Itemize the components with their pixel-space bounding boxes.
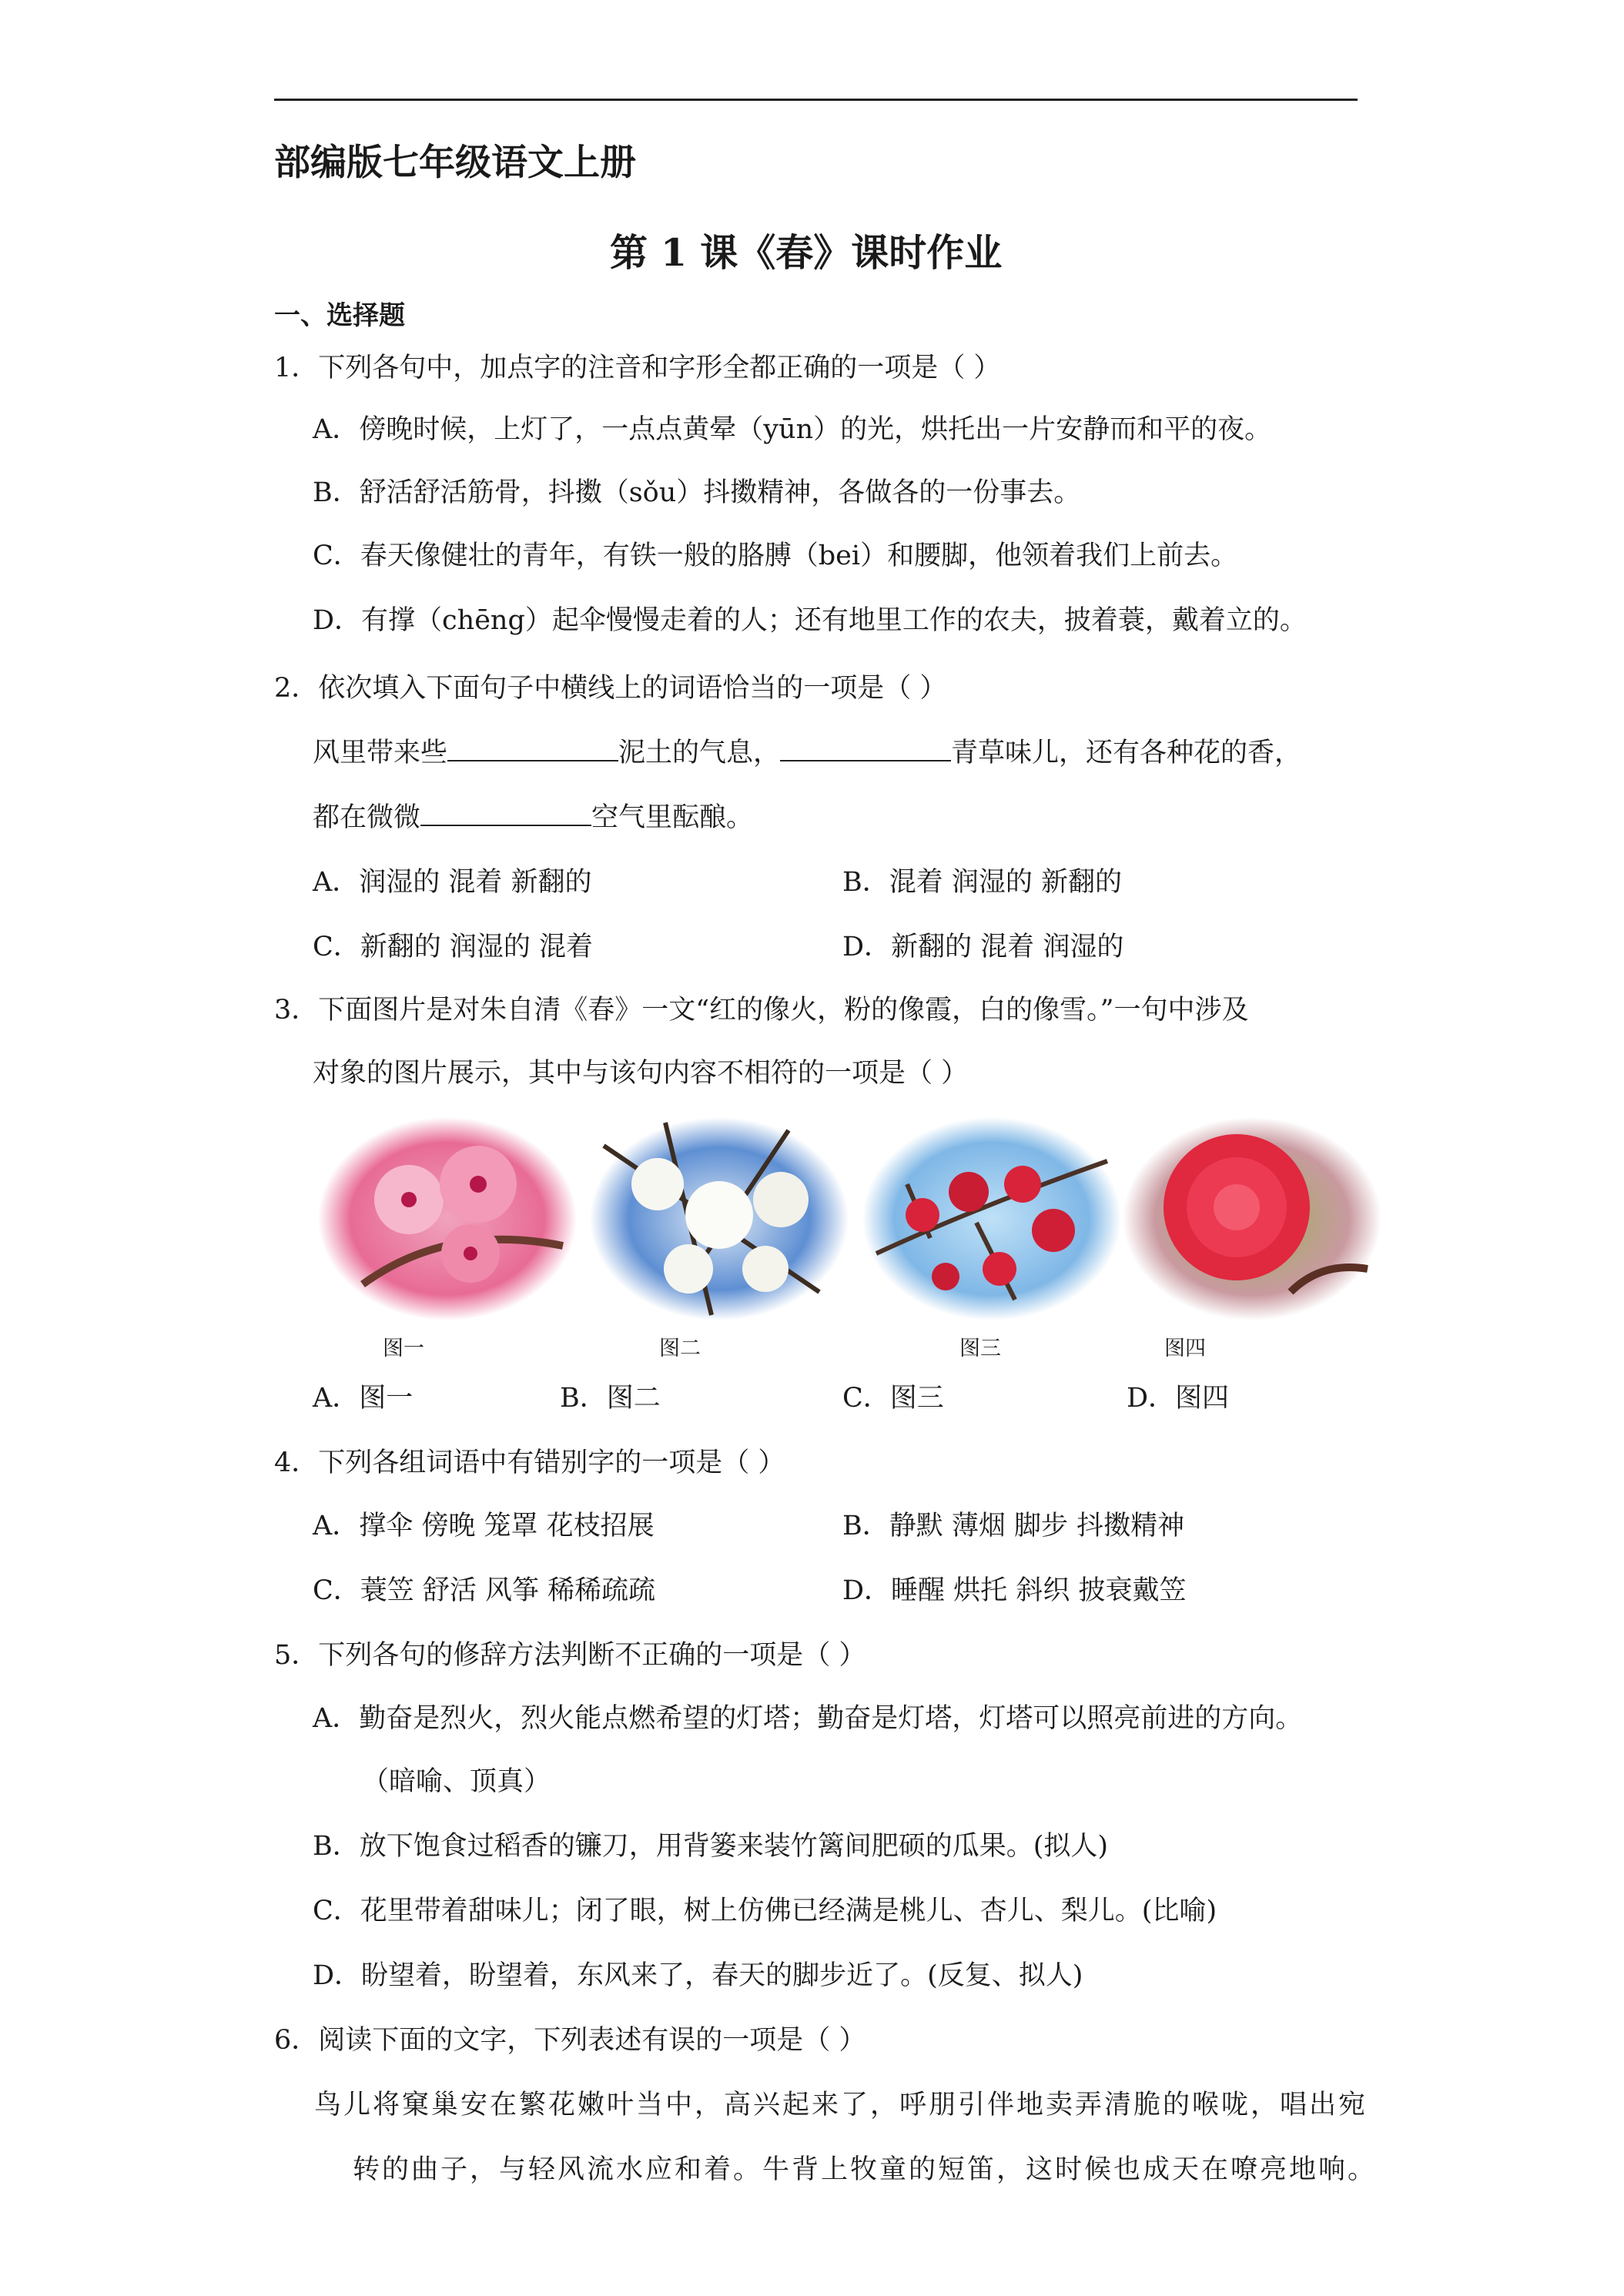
- question-4-stem: 4．下列各组词语中有错别字的一项是（ ）: [274, 1448, 785, 1478]
- figure-caption-2: 图二: [659, 1337, 701, 1361]
- fill-text: 空气里酝酿。: [591, 802, 754, 833]
- fill-text: 青草味儿，还有各种花的香，: [951, 738, 1302, 768]
- question-2-fill-line-1: [313, 736, 1301, 770]
- question-3-option-a: A．图一: [313, 1383, 414, 1414]
- white-pear-blossom-image: [588, 1115, 850, 1323]
- question-5-option-d: D．盼望着，盼望着，东风来了，春天的脚步近了。(反复、拟人): [313, 1960, 1083, 1991]
- question-5-stem: 5．下列各句的修辞方法判断不正确的一项是（ ）: [274, 1640, 866, 1671]
- lesson-title: 第 1 课《春》课时作业: [610, 230, 1003, 275]
- question-3-option-b: B．图二: [560, 1383, 661, 1414]
- book-title: 部编版七年级语文上册: [274, 142, 636, 184]
- fill-blank[interactable]: [780, 737, 951, 761]
- question-1-stem: 1．下列各句中，加点字的注音和字形全都正确的一项是（ ）: [274, 353, 1001, 383]
- question-2-fill-line-2: [313, 801, 753, 835]
- question-3-stem-line-2: 对象的图片展示，其中与该句内容不相符的一项是（ ）: [313, 1058, 969, 1089]
- question-4-option-c: C．蓑笠 舒活 风筝 稀稀疏疏: [313, 1575, 656, 1606]
- question-1-option-c: C．春天像健壮的青年，有铁一般的胳膊（bei）和腰脚，他领着我们上前去。: [313, 541, 1238, 571]
- fill-text: 都在微微: [313, 802, 421, 833]
- figure-caption-1: 图一: [383, 1337, 424, 1361]
- pink-peach-blossom-image: [316, 1115, 578, 1323]
- question-6-passage-line-2: 转的曲子，与轻风流水应和着。牛背上牧童的短笛，这时候也成天在嘹亮地响。: [353, 2154, 1378, 2185]
- question-4-option-b: B．静默 薄烟 脚步 抖擞精神: [842, 1511, 1185, 1541]
- question-1-option-a: A．傍晚时候，上灯了，一点点黄晕（yūn）的光，烘托出一片安静而和平的夜。: [313, 414, 1272, 445]
- question-2-option-d: D．新翻的 混着 润湿的: [842, 932, 1124, 962]
- red-plum-blossom-image: [861, 1115, 1123, 1323]
- header-rule: [274, 99, 1358, 101]
- question-2-stem: 2．依次填入下面句子中横线上的词语恰当的一项是（ ）: [274, 673, 947, 704]
- question-2-option-a: A．润湿的 混着 新翻的: [313, 867, 592, 898]
- question-3-stem-line-1: 3．下面图片是对朱自清《春》一文“红的像火，粉的像霞，白的像雪。”一句中涉及: [274, 995, 1249, 1026]
- question-1-option-b: B．舒活舒活筋骨，抖擞（sǒu）抖擞精神，各做各的一份事去。: [313, 477, 1081, 508]
- question-2-option-b: B．混着 润湿的 新翻的: [842, 867, 1122, 898]
- fill-blank[interactable]: [447, 737, 618, 761]
- question-5-option-c: C．花里带着甜味儿；闭了眼，树上仿佛已经满是桃儿、杏儿、梨儿。(比喻): [313, 1896, 1217, 1926]
- question-3-option-c: C．图三: [842, 1383, 944, 1414]
- section-heading: 一、选择题: [274, 300, 405, 331]
- fill-blank[interactable]: [420, 802, 591, 826]
- question-4-option-d: D．睡醒 烘托 斜织 披衰戴笠: [842, 1575, 1187, 1606]
- question-5-option-b: B．放下饱食过稻香的镰刀，用背篓来装竹篱间肥硕的瓜果。(拟人): [313, 1831, 1109, 1862]
- question-3-option-d: D．图四: [1127, 1383, 1230, 1414]
- question-5-option-a: A．勤奋是烈火，烈火能点燃希望的灯塔；勤奋是灯塔，灯塔可以照亮前进的方向。: [313, 1703, 1303, 1734]
- fill-text: 风里带来些: [313, 738, 448, 768]
- red-flowering-peach-image: [1121, 1115, 1383, 1323]
- question-5-option-a-note: （暗喻、顶真）: [362, 1766, 551, 1797]
- figure-caption-3: 图三: [959, 1337, 1001, 1361]
- question-2-option-c: C．新翻的 润湿的 混着: [313, 932, 594, 962]
- question-6-stem: 6．阅读下面的文字，下列表述有误的一项是（ ）: [274, 2025, 866, 2056]
- question-1-option-d: D．有撑（chēng）起伞慢慢走着的人；还有地里工作的农夫，披着蓑，戴着立的。: [313, 605, 1307, 636]
- question-4-option-a: A．撑伞 傍晚 笼罩 花枝招展: [313, 1511, 655, 1541]
- fill-text: 泥土的气息，: [618, 738, 781, 768]
- question-6-passage-line-1: 鸟儿将窠巢安在繁花嫩叶当中，高兴起来了，呼朋引伴地卖弄清脆的喉咙，唱出宛: [314, 2090, 1368, 2120]
- figure-caption-4: 图四: [1164, 1337, 1206, 1361]
